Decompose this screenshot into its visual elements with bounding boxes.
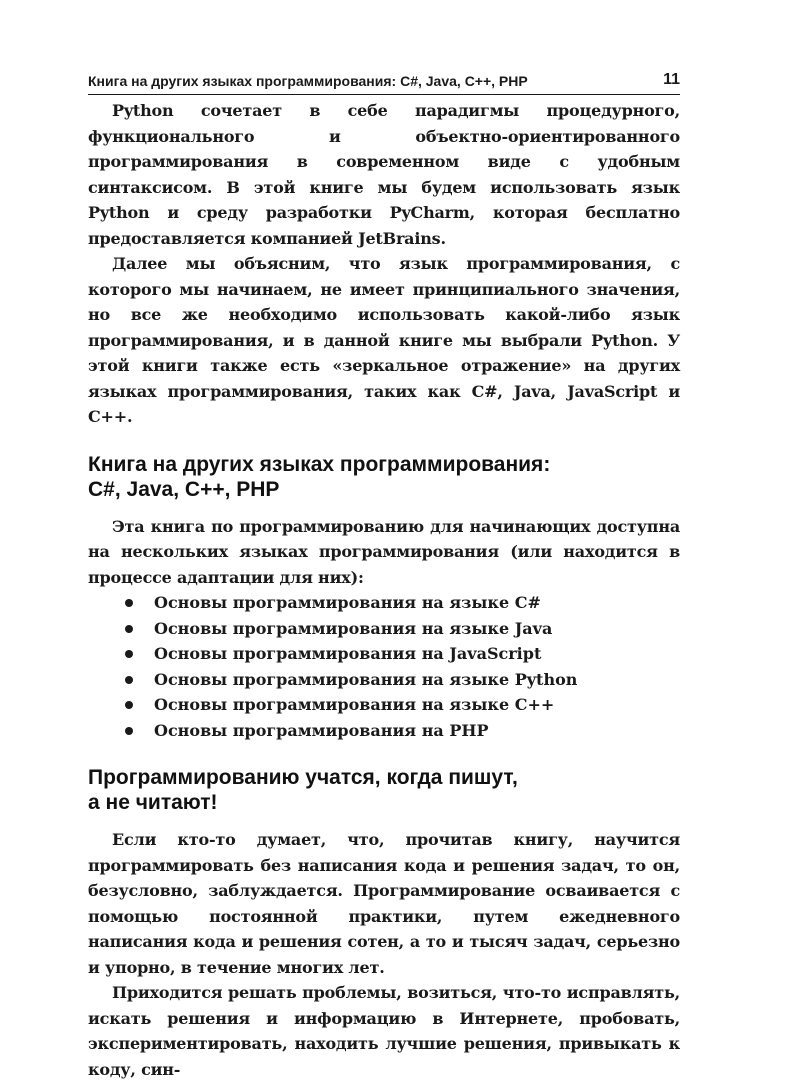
section2-paragraph-1: Если кто-то думает, что, прочитав книгу, научится программировать без написания кода и решения задач, то он, безусловно, заблуждается. Программирование осваивается с помощью постоянной практики, путем ежедневного написания кода и решения сотен, а то и тысяч задач, серьезно и упорно, в течение многих лет.: [88, 830, 680, 977]
list-item-text: Основы программирования на PHP: [154, 720, 489, 740]
section-heading-other-languages: [88, 452, 680, 502]
running-header: [88, 70, 680, 95]
running-title: Книга на других языках программирования: C#, Java, C++, PHP: [88, 73, 528, 89]
page-number: 11: [663, 71, 680, 88]
bullet-icon: [125, 650, 133, 658]
section2-paragraph-2: Приходится решать проблемы, возиться, что-то исправлять, искать решения и информацию в Интернете, пробовать, экспериментировать, находить лучшие решения, привыкать к коду, син-: [88, 983, 680, 1079]
section1-paragraph: Эта книга по программированию для начинающих доступна на нескольких языках программирования (или находится в процессе адаптации для них):: [88, 516, 680, 587]
list-item: [88, 590, 680, 616]
list-item: [88, 667, 680, 693]
section-heading-line: а не читают!: [88, 791, 218, 814]
list-item: [88, 641, 680, 667]
intro-paragraph-2: Далее мы объясним, что язык программирования, с которого мы начинаем, не имеет принципиального значения, но все же необходимо использовать какой-либо язык программирования, и в данной книге мы выбрали Python. У этой книги также есть «зеркальное отражение» на других языках программирования, таких как C#, Java, JavaScript и C++.: [88, 254, 680, 426]
list-item-text: Основы программирования на языке C#: [154, 593, 541, 612]
intro-paragraph-1: Python сочетает в себе парадигмы процедурного, функционального и объектно-ориентированного программирования в современном виде с удобным синтаксисом. В этой книге мы будем использовать язык Python и среду разработки PyCharm, которая бесплатно предоставляется компанией JetBrains.: [88, 101, 680, 248]
bullet-icon: [125, 701, 133, 709]
bullet-icon: [125, 625, 133, 633]
page-content: [88, 98, 680, 1082]
list-item: [88, 718, 680, 744]
list-item-text: Основы программирования на языке Python: [154, 669, 578, 689]
bullet-icon: [125, 599, 133, 607]
bullet-icon: [125, 727, 133, 735]
list-item-text: Основы программирования на JavaScript: [154, 644, 542, 663]
list-item-text: Основы программирования на языке Java: [154, 618, 553, 638]
list-item-text: Основы программирования на языке C++: [154, 695, 555, 714]
section-heading-line: Книга на других языках программирования:: [88, 452, 551, 476]
section-heading-line: C#, Java, C++, PHP: [88, 477, 280, 501]
list-item: [88, 692, 680, 718]
language-list: [88, 590, 680, 743]
section-heading-line: Программированию учатся, когда пишут,: [88, 766, 518, 789]
section-heading-learn-by-writing: [88, 765, 680, 815]
list-item: [88, 616, 680, 642]
bullet-icon: [125, 676, 133, 684]
